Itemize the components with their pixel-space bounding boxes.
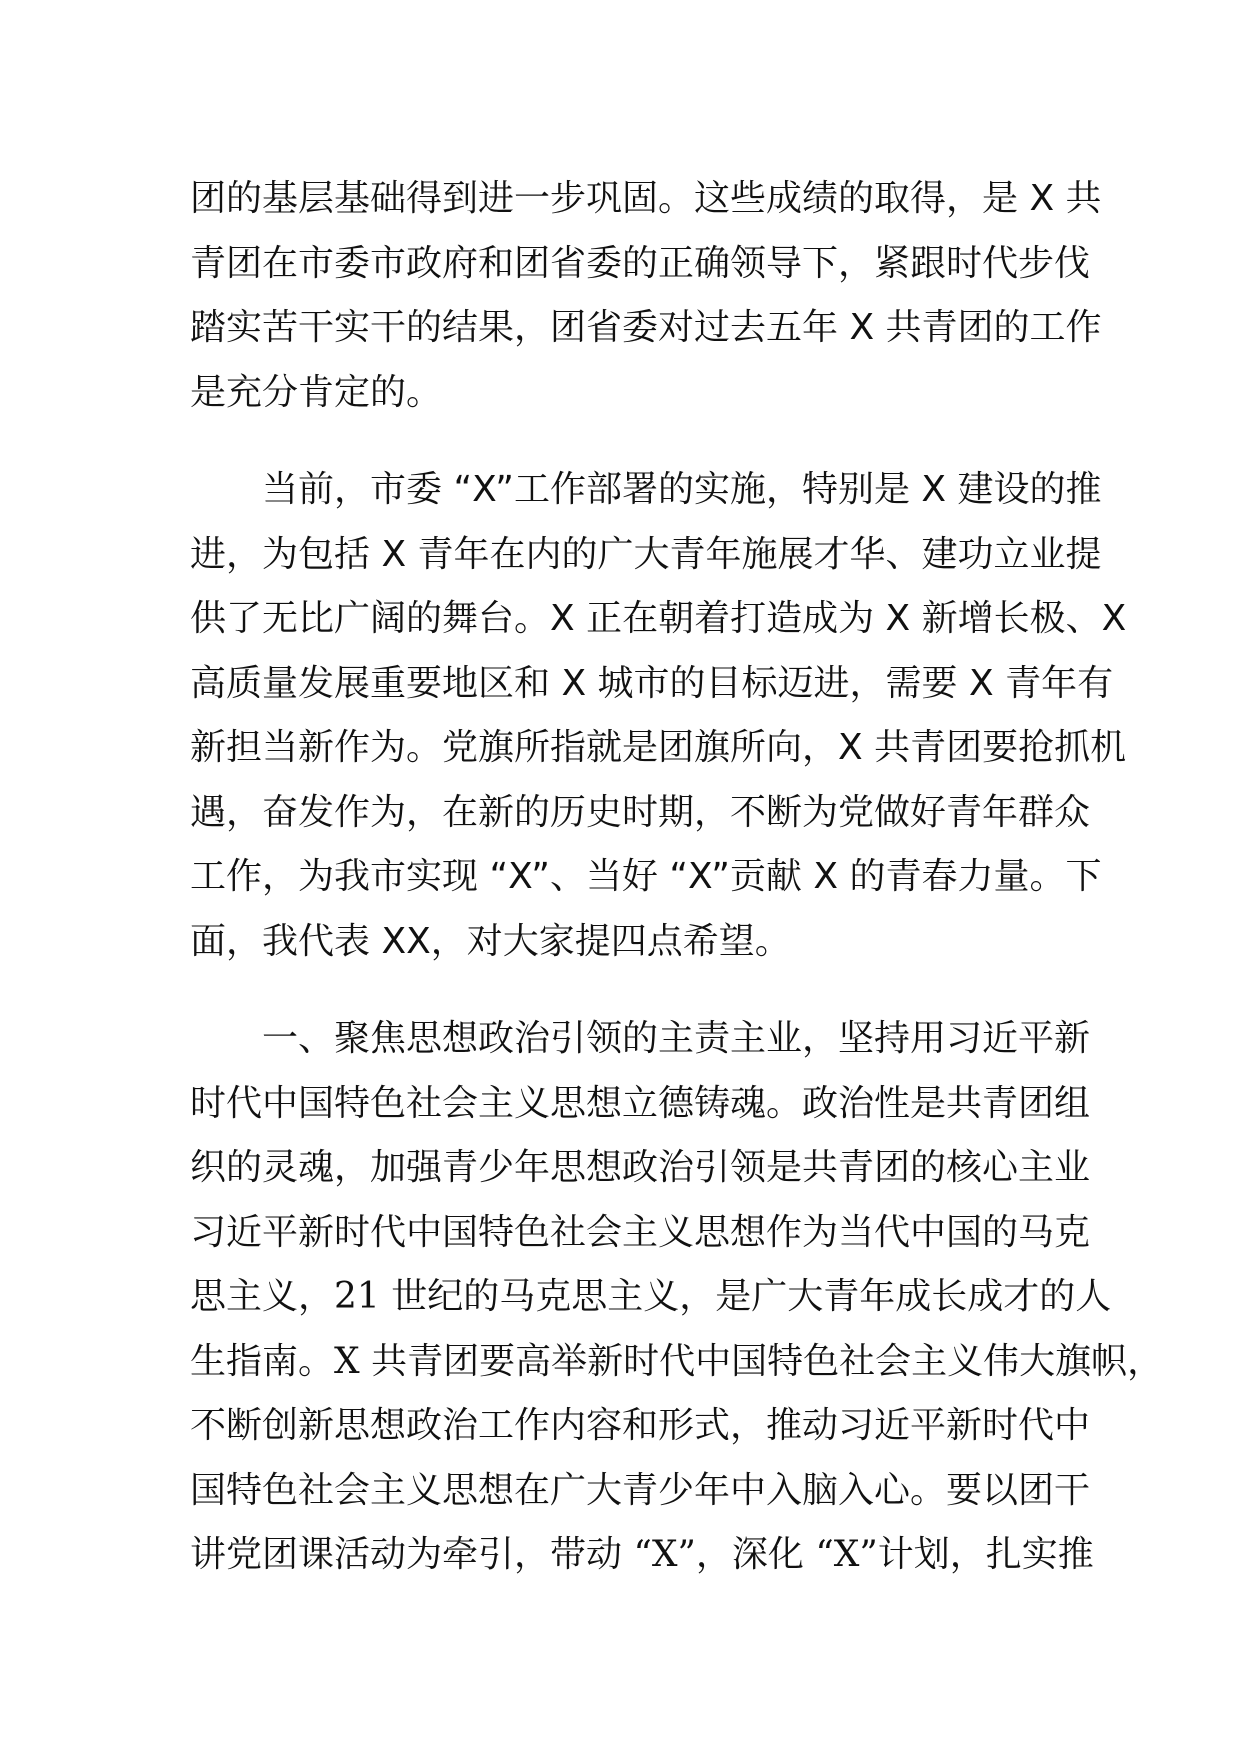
text-line: 一、聚焦思想政治引领的主责主业，坚持用习近平新 [262,1018,1091,1059]
text-line: 面，我代表 XX，对大家提四点希望。 [190,920,791,962]
text-line: 生指南。X 共青团要高举新时代中国特色社会主义伟大旗帜， [190,1340,1164,1382]
paragraph-spacer [190,425,1062,458]
text-line: 新担当新作为。党旗所指就是团旗所向，X 共青团要抢抓机 [190,727,1127,768]
text-line: 踏实苦干实干的结果，团省委对过去五年 X 共青团的工作 [190,307,1102,348]
text-line: 思主义，21 世纪的马克思主义，是广大青年成长成才的人 [190,1276,1112,1317]
paragraph-1 [190,167,1102,425]
text-line: 团的基层基础得到进一步巩固。这些成绩的取得，是 X 共 [190,178,1102,219]
text-line: 时代中国特色社会主义思想立德铸魂。政治性是共青团组 [190,1082,1091,1124]
text-line: 不断创新思想政治工作内容和形式，推动习近平新时代中 [190,1405,1091,1446]
text-line: 国特色社会主义思想在广大青少年中入脑入心。要以团干 [190,1469,1091,1511]
text-line: 遇，奋发作为，在新的历史时期，不断为党做好青年群众 [190,791,1091,833]
text-line: 进，为包括 X 青年在内的广大青年施展才华、建功立业提 [190,533,1102,575]
text-line: 是充分肯定的。 [190,371,443,413]
text-line: 高质量发展重要地区和 X 城市的目标迈进，需要 X 青年有 [190,662,1114,704]
document-body [190,167,1164,1588]
text-line: 习近平新时代中国特色社会主义思想作为当代中国的马克 [190,1211,1091,1253]
text-line: 当前，市委 “X”工作部署的实施，特别是 X 建设的推 [262,469,1102,510]
text-line: 织的灵魂，加强青少年思想政治引领是共青团的核心主业 [190,1147,1091,1188]
text-line: 讲党团课活动为牵引，带动 “X”，深化 “X”计划，扎实推 [190,1534,1094,1575]
text-line: 工作，为我市实现 “X”、当好 “X”贡献 X 的青春力量。下 [190,856,1102,897]
paragraph-spacer [190,974,1062,1007]
paragraph-2 [190,458,1127,974]
paragraph-3 [190,1007,1164,1588]
text-line: 供了无比广阔的舞台。X 正在朝着打造成为 X 新增长极、X [190,598,1127,639]
text-line: 青团在市委市政府和团省委的正确领导下，紧跟时代步伐 [190,242,1091,284]
